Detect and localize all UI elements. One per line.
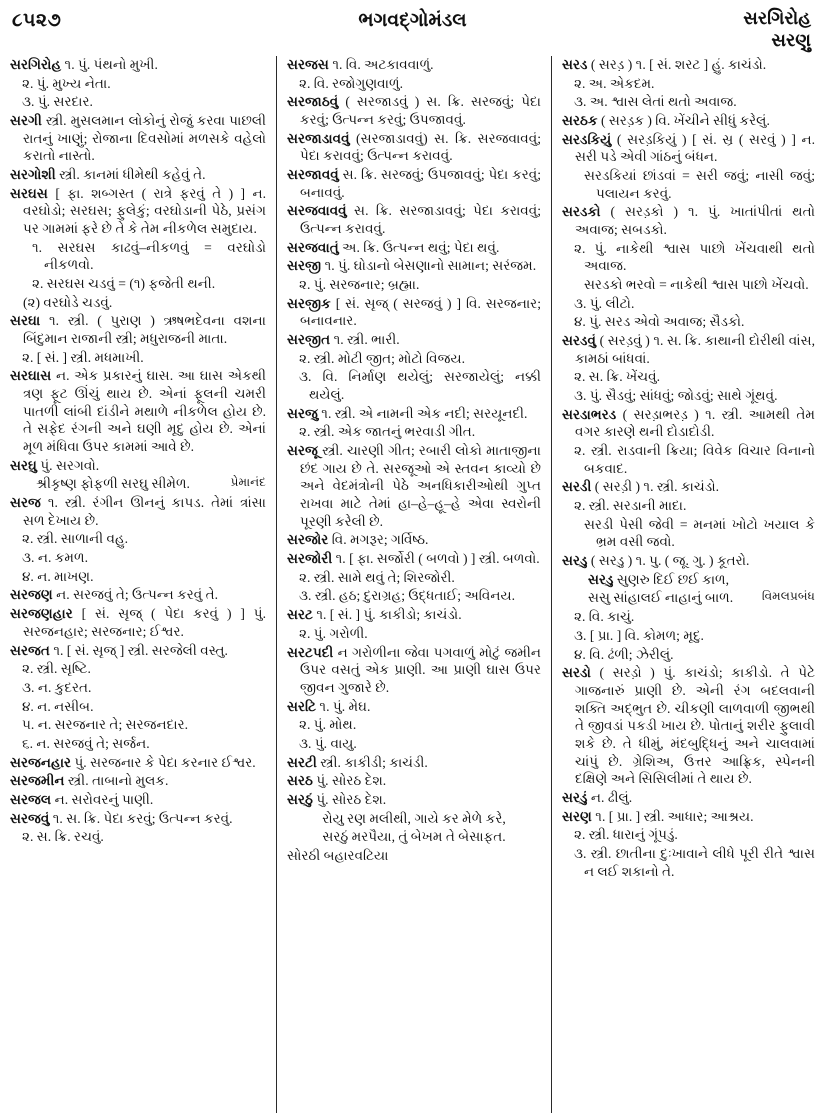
dictionary-entry: સરજવાતું અ. ક્રિ. ઉત્પન્ન થવું; પેદા થવું. xyxy=(287,239,500,255)
entry-sense: ૨. સ્ત્રી. એક જાતનું ભરવાડી ગીત. xyxy=(299,424,476,440)
entry-sense: ૪. ન. નસીબ. xyxy=(22,698,94,714)
entry-sense: ૩. [ પ્રા. ] વિ. કોમળ; મૃદુ. xyxy=(574,627,704,643)
dictionary-entry: સરડી ( સરડ઼ી ) ૧. સ્ત્રી. કાચંડો. xyxy=(562,479,720,495)
entry-idiom: સરડકિયાં છાંડવાં = સરી જવું; નાસી જવું; પલાયન કરવું. xyxy=(584,168,815,201)
entry-headword: સરડવું xyxy=(562,333,596,349)
entry-sense: ૨. પું. નાકેથી શ્વાસ પાછો ખેંચવાથી થતો અવાજ. xyxy=(574,240,815,274)
entry-headword: સરજાડાવવું xyxy=(287,130,350,146)
dictionary-entry: સરગોશી સ્ત્રી. કાનમાં ધીમેથી કહેવું તે. xyxy=(10,167,206,183)
entry-sense: ૨. અ. એકદમ. xyxy=(574,75,655,91)
entry-headword: સરગી xyxy=(10,113,42,129)
guide-word-last: સરણુ xyxy=(771,29,811,50)
entry-sense: ૨. સ્ત્રી. રાડવાની ક્રિયા; વિવેક વિચાર વિનાનો બકવાદ. xyxy=(574,443,815,476)
entry-idiom: ૧. સરઘસ કાઢવું–નીકળવું = વરઘોડો નીકળવો. xyxy=(32,239,266,273)
entry-headword: સરડો xyxy=(562,665,591,681)
entry-sense: ૩. ન. કમળ. xyxy=(22,550,88,566)
entry-headword: સરગોશી xyxy=(10,167,56,183)
entry-headword: સરટિ xyxy=(287,698,317,714)
running-head xyxy=(0,0,825,56)
text-column-2 xyxy=(276,56,552,1113)
dictionary-entry: સરઠું પું. સોરઠ દેશ. xyxy=(287,791,387,807)
entry-headword: સરજત xyxy=(10,642,50,658)
entry-sense: ૫. ન. સરજનાર તે; સરજનદાર. xyxy=(22,717,189,733)
dictionary-entry: સરણ ૧. [ પ્રા. ] સ્ત્રી. આધાર; આશ્રય. xyxy=(562,808,754,824)
text-column-1 xyxy=(0,56,276,1113)
entry-headword: સરજ xyxy=(10,495,41,511)
entry-headword: સરજોરી xyxy=(287,551,333,567)
verse-citation: પ્રેમાનંદ xyxy=(230,475,266,490)
page-folio-number: ૮૫૨૭ xyxy=(12,10,62,31)
entry-headword: સરજણહાર xyxy=(10,606,73,622)
entry-headword: સરજવાવવું xyxy=(287,203,347,219)
verse-headword: સરડુ xyxy=(588,571,614,587)
entry-headword: સરજવું xyxy=(10,810,50,826)
entry-sense: ૩. પું. સરદાર. xyxy=(22,94,93,110)
entry-headword: સરજલ xyxy=(10,791,52,807)
verse-citation: વિમલપ્રબંધ xyxy=(761,589,815,604)
verse-quotation: શ્રીકૃષ્ણ ફોફળી સરઘુ સીમેળ. પ્રેમાનંદ xyxy=(36,475,266,492)
entry-headword: સરજમીન xyxy=(10,773,65,789)
entry-headword: સરઘાસ xyxy=(10,368,52,384)
verse-line: રોયુ રણ મલીથી, ગાયે કર મેળે કરે, xyxy=(322,810,506,826)
entry-headword: સરજનહાર xyxy=(10,754,72,770)
dictionary-entry: સરજવું ૧. સ. ક્રિ. પેદા કરવું; ઉત્પન્ન કરવું. xyxy=(10,810,233,826)
dictionary-entry: સરઘુ પું. સરગવો. xyxy=(10,457,100,473)
dictionary-entry: સરગી સ્ત્રી. મુસલમાન લોકોનું રોજું કરવા પાછલી રાતનું ખાણું; રોજાના દિવસોમાં મળસકે વહેલો કરાતો નાસ્તો. xyxy=(10,113,266,164)
entry-headword: સરજી xyxy=(287,258,322,274)
text-column-3 xyxy=(552,56,825,1113)
dictionary-entry: સરડકિયું ( સરડ઼કિયું ) [ સં. સ્ર ( સરવું ) ] ન. સરી પડે એવી ગાંઠનું બંધન. xyxy=(562,131,815,165)
verse-line: સરઠું મરપૈયા, તું બેખમ તે બેસાફત. xyxy=(322,829,506,845)
dictionary-entry: સરઠક ( સરડ઼ક ) વિ. ખેંચીને સીધું કરેલું. xyxy=(562,113,770,129)
entry-sense: ૨. પું. મોથ. xyxy=(299,717,357,733)
dictionary-entry: સરજોરી ૧. [ ફા. સર્જોરી ( બળવો ) ] સ્ત્રી. બળવો. xyxy=(287,551,540,567)
entry-headword: સરડાભરડ xyxy=(562,406,617,422)
verse-line: સરડુ સુણરુ દિઈ છઈ કાળ, xyxy=(588,571,730,587)
entry-sense: ૪. પું. સરડ એવો અવાજ; સૈડકો. xyxy=(574,314,745,330)
entry-headword: સરજાઠવું xyxy=(287,94,339,110)
entry-headword: સરજણ xyxy=(10,587,53,603)
entry-headword: સરજવાતું xyxy=(287,239,339,255)
entry-sense: ૨. સ્ત્રી. સામે થવું તે; શિરજોરી. xyxy=(299,569,455,585)
verse-citation: સોરઠી બહારવટિયા xyxy=(287,847,389,863)
dictionary-entry: સરજણહાર [ સં. સૃજ્ ( પેદા કરવું ) ] પું. સરજનહાર; સરજનાર; ઈશ્વર. xyxy=(10,606,266,639)
entry-sense: ૨. પું. મુખ્ય નેતા. xyxy=(22,75,111,91)
dictionary-entry: સરડુ ( સરડ઼ુ ) ૧. પુ. ( જૂ. ગુ. ) કૂતરો. xyxy=(562,553,750,569)
dictionary-entry: સરજત ૧. [ સં. સૃજ્ ] સ્ત્રી. સરજેલી વસ્તુ. xyxy=(10,642,228,658)
dictionary-entry: સરજીત ૧. સ્ત્રી. ભારી. xyxy=(287,332,400,348)
dictionary-entry: સરજલ ન. સરોવરનું પાણી. xyxy=(10,791,154,807)
entry-headword: સરજાવવું xyxy=(287,167,339,183)
dictionary-entry: સરજી ૧. પું. ઘોડાનો બેસણાનો સામાન; સરંજમ. xyxy=(287,258,537,274)
entry-sense: ૩. વિ. નિર્માણ થયેલું; સરજાયેલું; નક્કી થયેલું. xyxy=(299,369,541,403)
entry-headword: સરજુ xyxy=(287,405,318,421)
entry-sense: ૩. ન. કુદરત. xyxy=(22,679,92,695)
entry-headword: સરટપદી xyxy=(287,644,334,660)
entry-headword: સરડકો xyxy=(562,204,601,220)
verse-line: સસુ સાંહાલઈ નાહાનું બાળ. વિમલપ્રબંધ xyxy=(588,589,815,606)
entry-headword: સરજસ xyxy=(287,57,329,72)
dictionary-entry: સરજસ ૧. વિ. અટકાવવાળું. xyxy=(287,57,434,72)
entry-sense: ૩. પું. સૈડવું; સાંધવું; જોડવું; સાથે ગૂંથવું. xyxy=(574,388,778,404)
entry-sense: ૩. સ્ત્રી. હઠ; દુરાગ્રહ; ઉદ્ધતાઈ; અવિનય. xyxy=(299,588,515,604)
entry-sense: ૨. સ્ત્રી. મોટી જીત; મોટો વિજય. xyxy=(299,350,465,366)
verse-quotation xyxy=(287,810,541,865)
dictionary-entry: સરટિ ૧. પું. મેઘ. xyxy=(287,698,371,714)
entry-sense: ૨. પું. ગરોળી. xyxy=(299,625,368,641)
dictionary-entry: સરડ ( સરડ઼ ) ૧. [ સં. શરટ ] હું. કાચંડો. xyxy=(562,57,767,72)
entry-idiom: સરડકો ભરવો = નાકેથી શ્વાસ પાછો ખેંચવો. xyxy=(584,277,809,293)
entry-sense: ૩. સ્ત્રી. છાતીના દુઃખાવાને લીધે પૂરી રીતે શ્વાસ ન લઈ શકાનો તે. xyxy=(574,845,815,879)
dictionary-entry: સરઠ પું. સોરઠ દેશ. xyxy=(287,773,387,789)
entry-headword: સરડું xyxy=(562,789,588,805)
entry-idiom: સરડી પેસી જેવી = મનમાં ખોટો ખયાલ કે ભ્રમ વસી જવો. xyxy=(584,516,815,550)
entry-headword: સરઠ xyxy=(287,773,313,789)
dictionary-entry: સરજાડાવવું (સરજાડાવવું) સ. ક્રિ. સરજવાવવું; પેદા કરાવવું; ઉત્પન્ન કરાવવું. xyxy=(287,130,541,164)
column-area xyxy=(0,56,825,1113)
entry-sense: ૩. અ. શ્વાસ લેતાં થતો અવાજ. xyxy=(574,94,737,110)
entry-headword: સરઘસ xyxy=(10,185,48,201)
entry-headword: સરટ xyxy=(287,607,313,623)
entry-headword: સરઠક xyxy=(562,113,598,129)
dictionary-entry: સરજ ૧. સ્ત્રી. રંગીન ઊનનું કાપડ. તેમાં ત્રાંસા સળ દેખાય છે. xyxy=(10,495,266,528)
dictionary-entry: સરઘા ૧. સ્ત્રી. ( પુરાણ ) ઋષભદેવના વશના બિંદુમાન રાજાની સ્ત્રી; મધુરાજની માતા. xyxy=(10,313,266,347)
entry-headword: સરઘુ xyxy=(10,457,37,473)
entry-sense: ૩. પું. લીટો. xyxy=(574,295,635,311)
entry-sense: ૨. સ્ત્રી. સરડાની માદા. xyxy=(574,498,687,514)
entry-sense: ૨. સ્ત્રી. સાળાની વહુ. xyxy=(22,531,129,547)
entry-headword: સરડુ xyxy=(562,553,588,569)
entry-headword: સરજીક xyxy=(287,295,331,311)
entry-headword: સરજૂ xyxy=(287,443,318,459)
entry-headword: સરગિરોહ xyxy=(10,57,62,72)
dictionary-entry: સરડકો ( સરડ઼કો ) ૧. પું. ખાતાંપીતાં થતો અવાજ; સબડકો. xyxy=(562,204,815,238)
entry-sense: ૨. સ્ત્રી. સૃષ્ટિ. xyxy=(22,661,91,677)
dictionary-entry: સરઘાસ ન. એક પ્રકારનું ઘાસ. આ ઘાસ એકથી ત્રણ ફૂટ ઊંચું થાય છે. એનાં ફૂલની ચમરી પાતળી લાંબી દાંડીને મથાળે નીકળેલ હોય છે. તે સફેદ રંગની અને ઘણી મૃદુ હોય છે. એનાં મૂળ મંધિવા ઉપર કામમાં આવે છે. xyxy=(10,368,266,455)
dictionary-entry: સરજીક [ સં. સૃજ્ ( સરજવું ) ] વિ. સરજનાર; બનાવનાર. xyxy=(287,295,541,329)
guide-word-first: સરગિરોહ xyxy=(743,8,811,28)
dictionary-entry: સરજાઠવું ( સરજાડવું ) સ. ક્રિ. સરજવું; પેદા કરવું; ઉત્પન્ન કરવું; ઉપજાવવું. xyxy=(287,94,541,128)
entry-headword: સરઠું xyxy=(287,791,313,807)
entry-idiom: ૨. સરઘસ ચડવું = (૧) ફજેતી થની. xyxy=(32,276,216,292)
entry-sense: ૨. પું. સરજનાર; બ્રહ્મા. xyxy=(299,277,420,293)
entry-headword: સરટી xyxy=(287,754,317,770)
dictionary-entry: સરડાભરડ ( સરડ઼ાભરડ઼ ) ૧. સ્ત્રી. આમથી તેમ વગર કારણે થની દોડાદોડી. xyxy=(562,406,815,440)
guide-words xyxy=(743,8,811,52)
dictionary-entry: સરજોર વિ. મગરૂર; ગર્વિષ્ઠ. xyxy=(287,532,429,548)
entry-sense: ૪. વિ. ઢંળી; ઝેરીલું. xyxy=(574,646,674,662)
dictionary-entry: સરટપદી ન ગરોળીના જેવા પગવાળું મોટું જમીન ઉપર વસતું એક પ્રાણી. આ પ્રાણી ઘાસ ઉપર જીવન ગુજારે છે. xyxy=(287,644,541,695)
dictionary-entry: સરજૂ સ્ત્રી. ચારણી ગીત; રબારી લોકો માતાજીના છંદ ગાય છે તે. સરજૂઓ એ સ્તવન કાવ્યો છે અને વેદમંત્રોની પેઠે અનધિકારીઓથી ગુપ્ત રાખવા માટે તેમાં હા–હે–હૂ–હે એવા સ્વરોની પૂરણી કરેલી છે. xyxy=(287,443,541,529)
dictionary-entry: સરડું ન. ઢીલું. xyxy=(562,789,633,805)
dictionary-entry: સરગિરોહ ૧. પું. પંથનો મુખી. xyxy=(10,57,158,72)
entry-headword: સરડી xyxy=(562,479,592,495)
entry-sense: ૨. સ. ક્રિ. ખેંચવું. xyxy=(574,369,660,385)
dictionary-entry: સરજનહાર પું. સરજનાર કે પેદા કરનાર ઈશ્વર. xyxy=(10,754,256,770)
dictionary-entry: સરજાવવું સ. ક્રિ. સરજવું; ઉપજાવવું; પેદા કરવું; બનાવવું. xyxy=(287,167,541,200)
dictionary-entry: સરડો ( સરડ઼ો ) પું. કાચંડો; કાકીડો. તે પેટે ગાજનારું પ્રાણી છે. એની રંગ બદલવાની શક્તિ અદ્ભુત છે. ચીકણી લાળવાળી જીભથી તે જીવડાં પકડી ખાય છે. પોતાનું શરીર ફુલાવી શકે છે. તે ધીમું, મંદબુદ્ધિનું અને ચાલવામાં ચાંપું છે. ગ્રેશિઅ, ઉત્તર આફ્રિક, સ્પેનની દક્ષિણે અને સિસિલીમાં તે થાય છે. xyxy=(562,665,815,787)
dictionary-entry: સરજણ ન. સરજવું તે; ઉત્પન્ન કરવું તે. xyxy=(10,587,219,603)
entry-sense: ૨. સ. ક્રિ. રચવું. xyxy=(22,829,104,845)
entry-sense: ૬. ન. સરજવું તે; સર્જન. xyxy=(22,735,150,751)
entry-sense: (૨) વરઘોડે ચડવું. xyxy=(23,294,113,310)
entry-headword: સરડકિયું xyxy=(562,131,612,147)
entry-headword: સરજોર xyxy=(287,532,329,548)
entry-sense: ૨. વિ. કાચું. xyxy=(574,609,635,625)
entry-sense: ૩. પું. વાયુ. xyxy=(299,735,357,751)
entry-sense: ૨. વિ. રજોગુણવાળું. xyxy=(299,75,403,91)
dictionary-entry: સરજુ ૧. સ્ત્રી. એ નામની એક નદી; સરયૂનદી. xyxy=(287,405,528,421)
dictionary-entry: સરડવું ( સરડ઼વું ) ૧. સ. ક્રિ. કાથાની દોરીથી વાંસ, કામઠાં બાંધવાં. xyxy=(562,333,815,366)
entry-sense: ૪. ન. માખણ. xyxy=(22,568,94,584)
dictionary-entry: સરજમીન સ્ત્રી. તાબાનો મુલક. xyxy=(10,773,169,789)
entry-headword: સરજીત xyxy=(287,332,331,348)
entry-sense: ૨. [ સં. ] સ્ત્રી. મધમાખી. xyxy=(22,349,144,365)
entry-headword: સરડ xyxy=(562,57,588,72)
dictionary-entry: સરટ ૧. [ સં. ] પું. કાકીડો; કાચંડો. xyxy=(287,607,462,623)
verse-quotation xyxy=(562,571,815,607)
book-title: ભગવદ્ગોમંડલ xyxy=(358,10,467,31)
entry-sense: ૨. સ્ત્રી. ધારાનું ગૂંપડું. xyxy=(574,827,678,843)
dictionary-entry: સરઘસ [ ફા. શબ્ગસ્ત ( રાત્રે ફરવું તે ) ] ન. વરઘોડો; સરઘસ; ફુલેકું; વરઘોડાની પેઠે, પ્રસંગ પર ગામમાં ફરે છે તે કે તેમ નીકળેલ સમુદાય. xyxy=(10,185,266,237)
dictionary-entry: સરજવાવવું સ. ક્રિ. સરજાડાવવું; પેદા કરાવવું; ઉત્પન્ન કરાવવું. xyxy=(287,203,541,237)
entry-headword: સરઘા xyxy=(10,313,41,329)
dictionary-entry: સરટી સ્ત્રી. કાકીડી; કાચંડી. xyxy=(287,754,428,770)
entry-headword: સરણ xyxy=(562,808,592,824)
